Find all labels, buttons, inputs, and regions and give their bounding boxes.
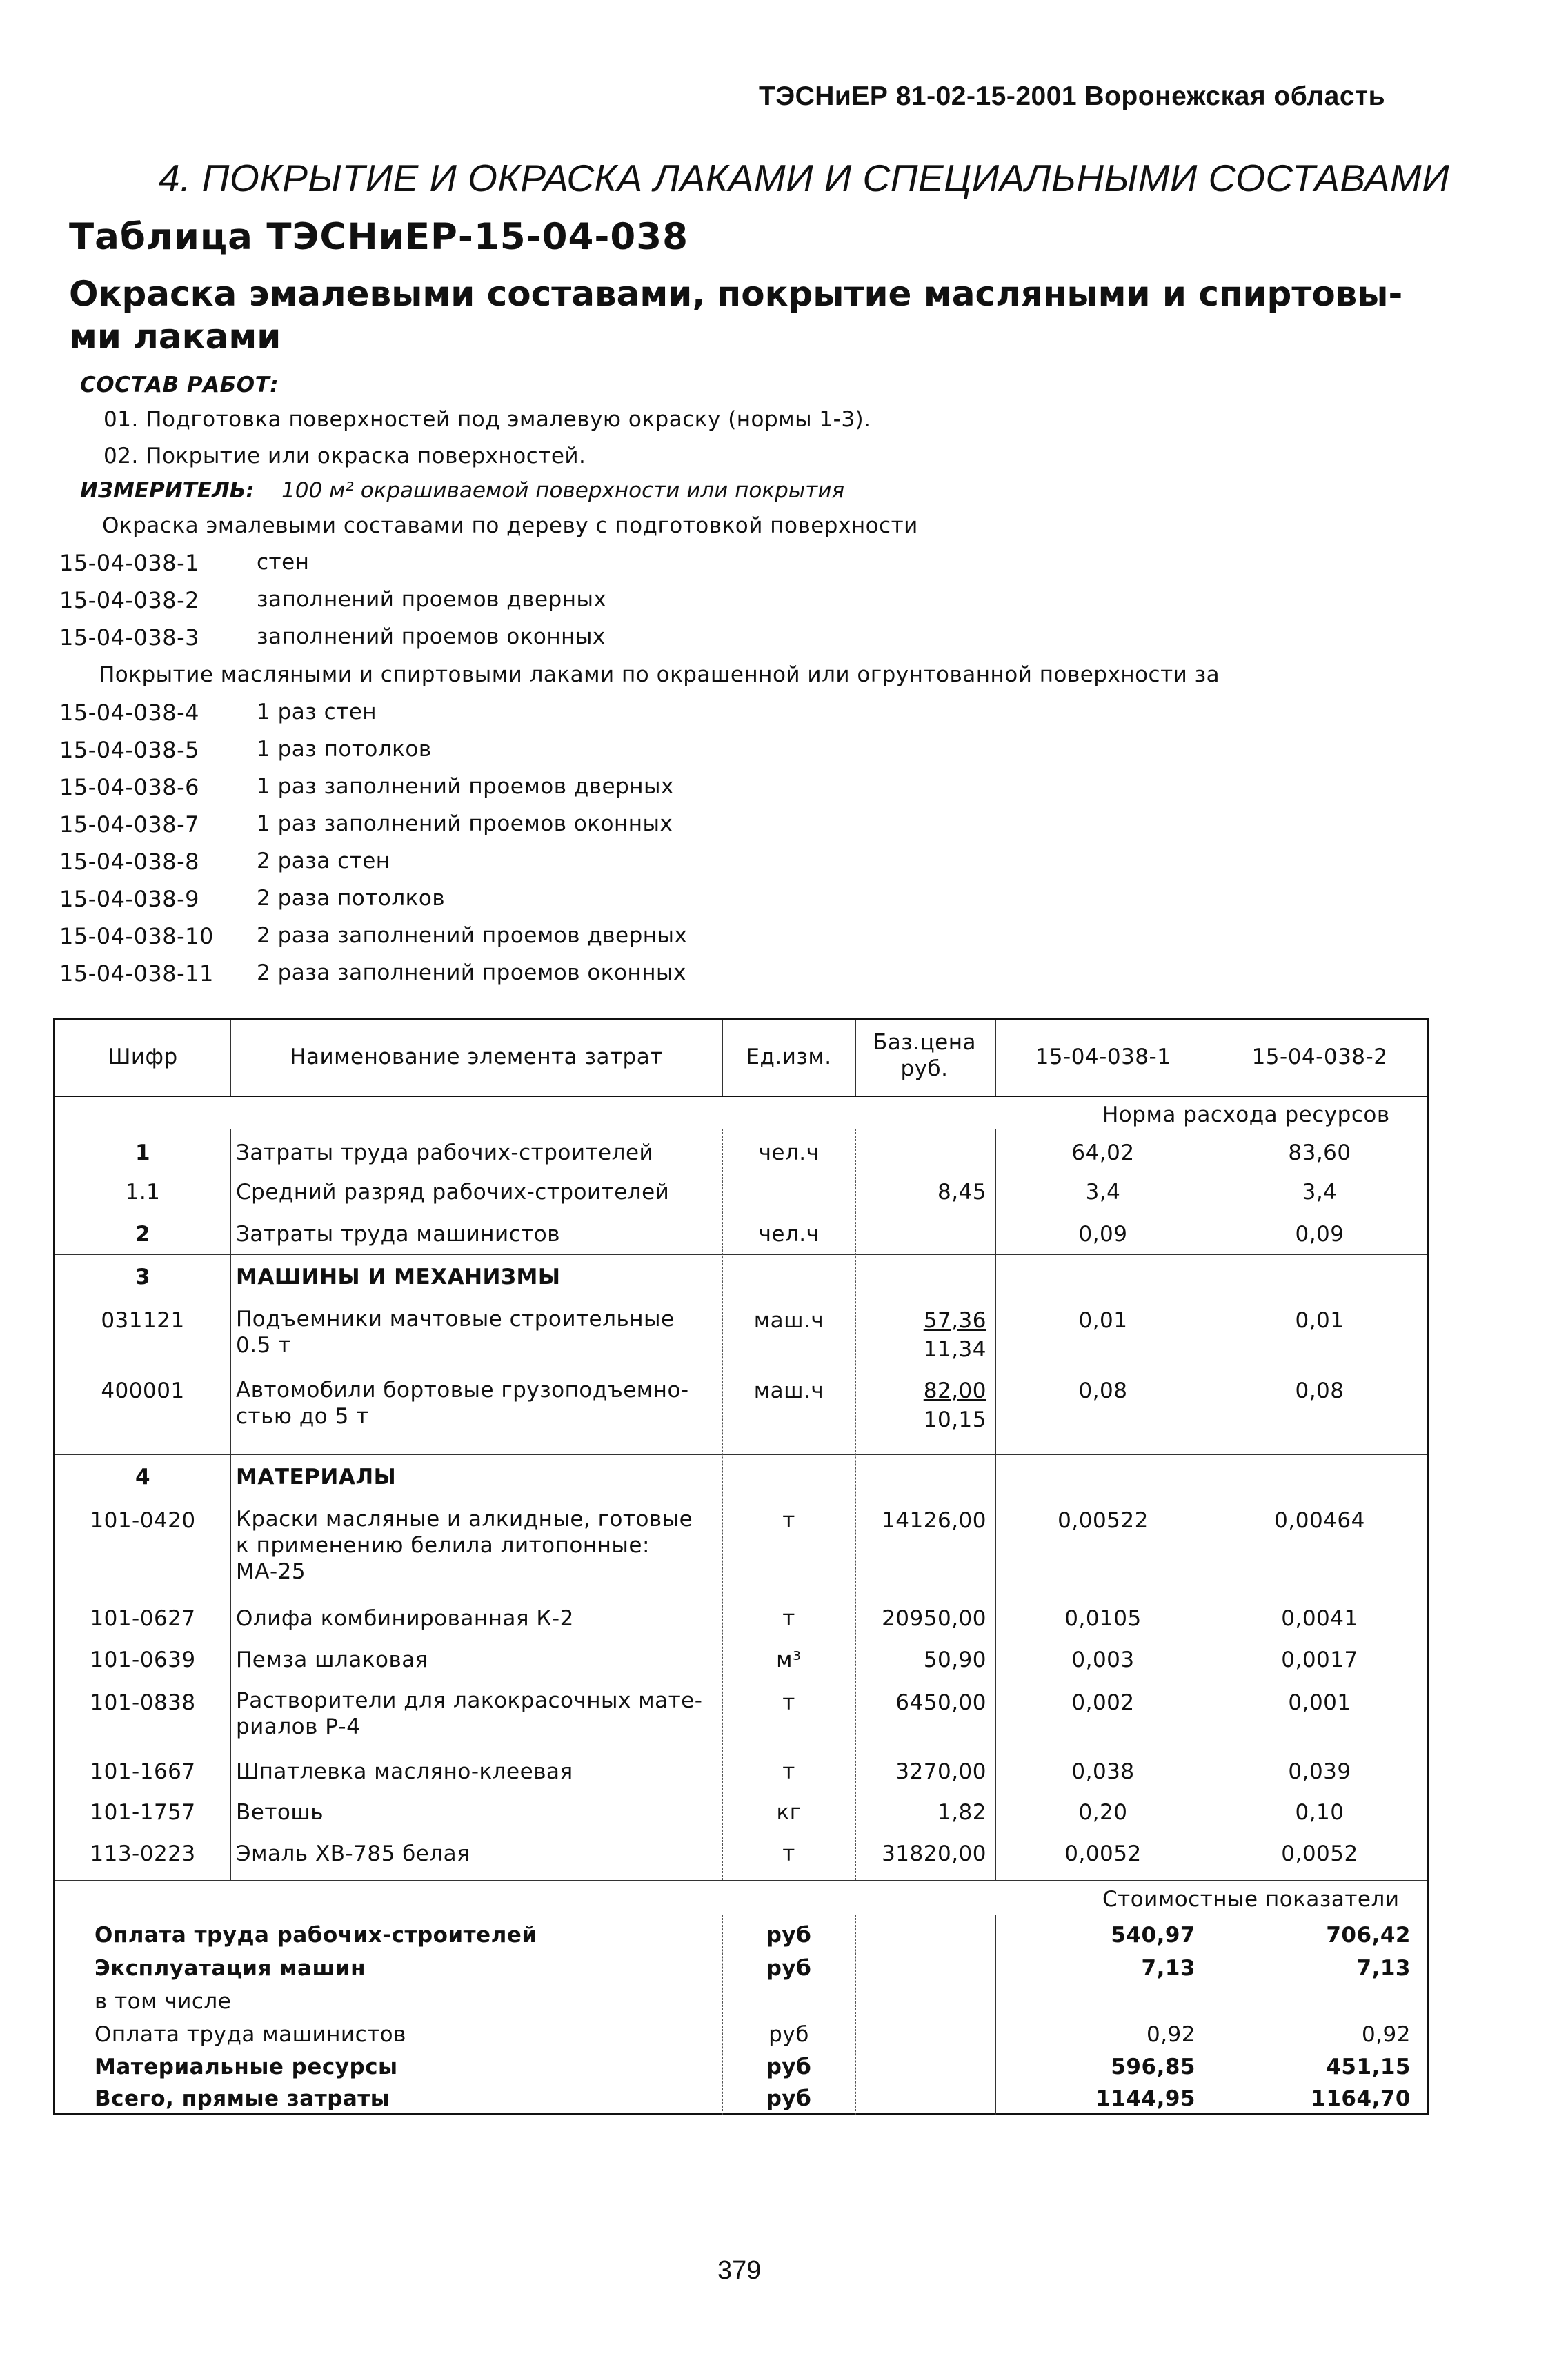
group-title: Покрытие масляными и спиртовыми лаками по окрашенной или огрунтованной поверхности за: [99, 662, 1220, 687]
row-code: 1.1: [125, 1180, 161, 1205]
norm-description: 2 раза потолков: [257, 886, 446, 911]
col-header-price: Баз.цена руб.: [872, 1030, 977, 1081]
row-code: 113-0223: [90, 1841, 196, 1866]
row-price-labor: 11,34: [923, 1337, 986, 1362]
row-unit: т: [782, 1690, 795, 1715]
row-price: 8,45: [937, 1180, 986, 1205]
row-code: 4: [135, 1465, 151, 1490]
cost-value-2: 706,42: [1326, 1923, 1411, 1948]
row-name: Краски масляные и алкидные, готовые к применению белила литопонные: МА-25: [236, 1507, 693, 1584]
row-value-2: 0,01: [1295, 1308, 1344, 1333]
row-value-2: 0,039: [1288, 1759, 1351, 1784]
row-value-2: 3,4: [1302, 1180, 1338, 1205]
row-value-1: 0,00522: [1058, 1508, 1149, 1533]
cost-value-1: 0,92: [1146, 2022, 1195, 2047]
cost-value-2: 7,13: [1356, 1956, 1411, 1981]
norm-description: 1 раз стен: [257, 700, 377, 724]
row-unit: маш.ч: [753, 1308, 824, 1333]
row-name: Ветошь: [236, 1800, 324, 1825]
row-value-2: 0,0052: [1281, 1841, 1358, 1866]
table-title: Таблица ТЭСНиЕР-15-04-038: [69, 216, 688, 258]
norm-description: 1 раз потолков: [257, 737, 432, 762]
work-item: 01. Подготовка поверхностей под эмалевую окраску (нормы 1-3).: [103, 407, 871, 432]
norm-code: 15-04-038-1: [59, 550, 200, 576]
norm-code: 15-04-038-3: [59, 624, 200, 651]
norm-section-label: Норма расхода ресурсов: [1102, 1102, 1390, 1127]
row-price: 1,82: [937, 1800, 986, 1825]
norm-description: 2 раза заполнений проемов оконных: [257, 960, 686, 985]
cost-name: Эксплуатация машин: [95, 1956, 366, 1981]
norm-code: 15-04-038-10: [59, 923, 214, 949]
row-value-2: 0,0041: [1281, 1606, 1358, 1631]
measure-label: ИЗМЕРИТЕЛЬ:: [80, 478, 255, 503]
row-name: МАШИНЫ И МЕХАНИЗМЫ: [236, 1265, 561, 1289]
row-value-2: 83,60: [1288, 1140, 1351, 1165]
norm-description: 1 раз заполнений проемов дверных: [257, 774, 674, 799]
resource-table: [53, 1018, 1429, 2115]
cost-value-1: 1144,95: [1095, 2086, 1195, 2111]
row-name: Автомобили бортовые грузоподъемно-стью до 5 т: [236, 1378, 689, 1429]
row-name: Шпатлевка масляно-клеевая: [236, 1759, 573, 1784]
table-subtitle: Окраска эмалевыми составами, покрытие масляными и спиртовы-ми лаками: [69, 274, 1403, 357]
row-code: 3: [135, 1265, 151, 1289]
row-value-1: 0,20: [1078, 1800, 1128, 1825]
row-name: Эмаль ХВ-785 белая: [236, 1841, 470, 1866]
row-code: 400001: [101, 1378, 185, 1403]
norm-code: 15-04-038-4: [59, 700, 200, 726]
row-price: 3270,00: [895, 1759, 986, 1784]
cost-name: в том числе: [95, 1989, 232, 2014]
cost-unit: руб: [766, 1956, 812, 1981]
row-price: 14126,00: [882, 1508, 986, 1533]
row-code: 101-0420: [90, 1508, 196, 1533]
cost-unit: руб: [766, 2055, 812, 2079]
row-value-1: 0,038: [1071, 1759, 1135, 1784]
row-value-1: 0,08: [1078, 1378, 1128, 1403]
row-price-labor: 10,15: [923, 1407, 986, 1432]
cost-section-label: Стоимостные показатели: [1102, 1887, 1400, 1912]
measure-value: 100 м² окрашиваемой поверхности или покрытия: [281, 478, 845, 503]
row-value-2: 0,0017: [1281, 1648, 1358, 1672]
row-code: 101-0627: [90, 1606, 196, 1631]
work-heading: СОСТАВ РАБОТ:: [80, 373, 279, 397]
row-name: Олифа комбинированная К-2: [236, 1606, 574, 1631]
row-name: Средний разряд рабочих-строителей: [236, 1180, 670, 1205]
cost-value-1: 540,97: [1111, 1923, 1195, 1948]
row-value-2: 0,00464: [1274, 1508, 1365, 1533]
row-name: МАТЕРИАЛЫ: [236, 1465, 397, 1490]
row-value-1: 0,002: [1071, 1690, 1135, 1715]
col-header-unit: Ед.изм.: [746, 1045, 832, 1069]
cost-name: Материальные ресурсы: [95, 2055, 398, 2079]
group-title: Окраска эмалевыми составами по дереву с подготовкой поверхности: [102, 513, 918, 538]
row-value-2: 0,10: [1295, 1800, 1344, 1825]
row-price: 50,90: [923, 1648, 986, 1672]
row-code: 031121: [101, 1308, 185, 1333]
cost-unit: руб: [766, 2086, 812, 2111]
row-value-1: 64,02: [1071, 1140, 1135, 1165]
cost-name: Оплата труда машинистов: [95, 2022, 406, 2047]
row-unit: т: [782, 1841, 795, 1866]
col-header-norm-2: 15-04-038-2: [1251, 1045, 1388, 1069]
col-header-code: Шифр: [108, 1045, 178, 1069]
row-value-1: 0,09: [1078, 1222, 1128, 1247]
row-name: Подъемники мачтовые строительные 0.5 т: [236, 1307, 675, 1358]
row-unit: чел.ч: [758, 1222, 820, 1247]
page-number: 379: [717, 2256, 762, 2285]
row-value-2: 0,09: [1295, 1222, 1344, 1247]
norm-code: 15-04-038-8: [59, 849, 200, 875]
norm-description: стен: [257, 550, 310, 575]
col-header-name: Наименование элемента затрат: [290, 1045, 663, 1069]
section-title: 4. ПОКРЫТИЕ И ОКРАСКА ЛАКАМИ И СПЕЦИАЛЬНЫМИ СОСТАВАМИ: [159, 157, 1450, 199]
norm-code: 15-04-038-6: [59, 774, 200, 800]
document-reference: ТЭСНиЕР 81-02-15-2001 Воронежская область: [759, 81, 1386, 111]
cost-unit: руб: [766, 1923, 812, 1948]
row-code: 1: [135, 1140, 151, 1165]
row-name: Пемза шлаковая: [236, 1648, 428, 1672]
cost-value-2: 0,92: [1361, 2022, 1411, 2047]
row-code: 101-1757: [90, 1800, 196, 1825]
row-code: 101-1667: [90, 1759, 196, 1784]
norm-description: 1 раз заполнений проемов оконных: [257, 811, 673, 836]
norm-code: 15-04-038-11: [59, 960, 214, 987]
norm-code: 15-04-038-9: [59, 886, 200, 912]
work-item: 02. Покрытие или окраска поверхностей.: [103, 444, 586, 468]
cost-value-1: 7,13: [1141, 1956, 1195, 1981]
row-unit: т: [782, 1606, 795, 1631]
cost-unit: руб: [768, 2022, 809, 2047]
row-name: Затраты труда рабочих-строителей: [236, 1140, 654, 1165]
norm-code: 15-04-038-2: [59, 587, 200, 613]
row-price: 6450,00: [895, 1690, 986, 1715]
row-name: Растворители для лакокрасочных мате-риалов Р-4: [236, 1688, 703, 1739]
norm-description: 2 раза стен: [257, 849, 390, 873]
row-value-1: 0,003: [1071, 1648, 1135, 1672]
row-value-2: 0,08: [1295, 1378, 1344, 1403]
row-unit: т: [782, 1759, 795, 1784]
row-value-2: 0,001: [1288, 1690, 1351, 1715]
row-value-1: 0,0105: [1064, 1606, 1142, 1631]
row-value-1: 0,0052: [1064, 1841, 1142, 1866]
norm-description: заполнений проемов дверных: [257, 587, 607, 612]
row-unit: кг: [776, 1800, 802, 1825]
row-name: Затраты труда машинистов: [236, 1222, 561, 1247]
row-price: 20950,00: [882, 1606, 986, 1631]
row-price-total: 57,36: [923, 1308, 986, 1333]
norm-description: заполнений проемов оконных: [257, 624, 606, 649]
cost-value-2: 1164,70: [1311, 2086, 1411, 2111]
row-value-1: 3,4: [1085, 1180, 1121, 1205]
cost-value-2: 451,15: [1326, 2055, 1411, 2079]
row-unit: чел.ч: [758, 1140, 820, 1165]
row-value-1: 0,01: [1078, 1308, 1128, 1333]
row-unit: т: [782, 1508, 795, 1533]
cost-name: Оплата труда рабочих-строителей: [95, 1923, 537, 1948]
row-price: 31820,00: [882, 1841, 986, 1866]
row-unit: маш.ч: [753, 1378, 824, 1403]
norm-code: 15-04-038-7: [59, 811, 200, 838]
row-unit: м³: [776, 1648, 802, 1672]
row-code: 2: [135, 1222, 151, 1247]
norm-code: 15-04-038-5: [59, 737, 200, 763]
cost-name: Всего, прямые затраты: [95, 2086, 390, 2111]
cost-value-1: 596,85: [1111, 2055, 1195, 2079]
row-code: 101-0639: [90, 1648, 196, 1672]
col-header-norm-1: 15-04-038-1: [1035, 1045, 1171, 1069]
row-code: 101-0838: [90, 1690, 196, 1715]
row-price-total: 82,00: [923, 1378, 986, 1403]
norm-description: 2 раза заполнений проемов дверных: [257, 923, 688, 948]
